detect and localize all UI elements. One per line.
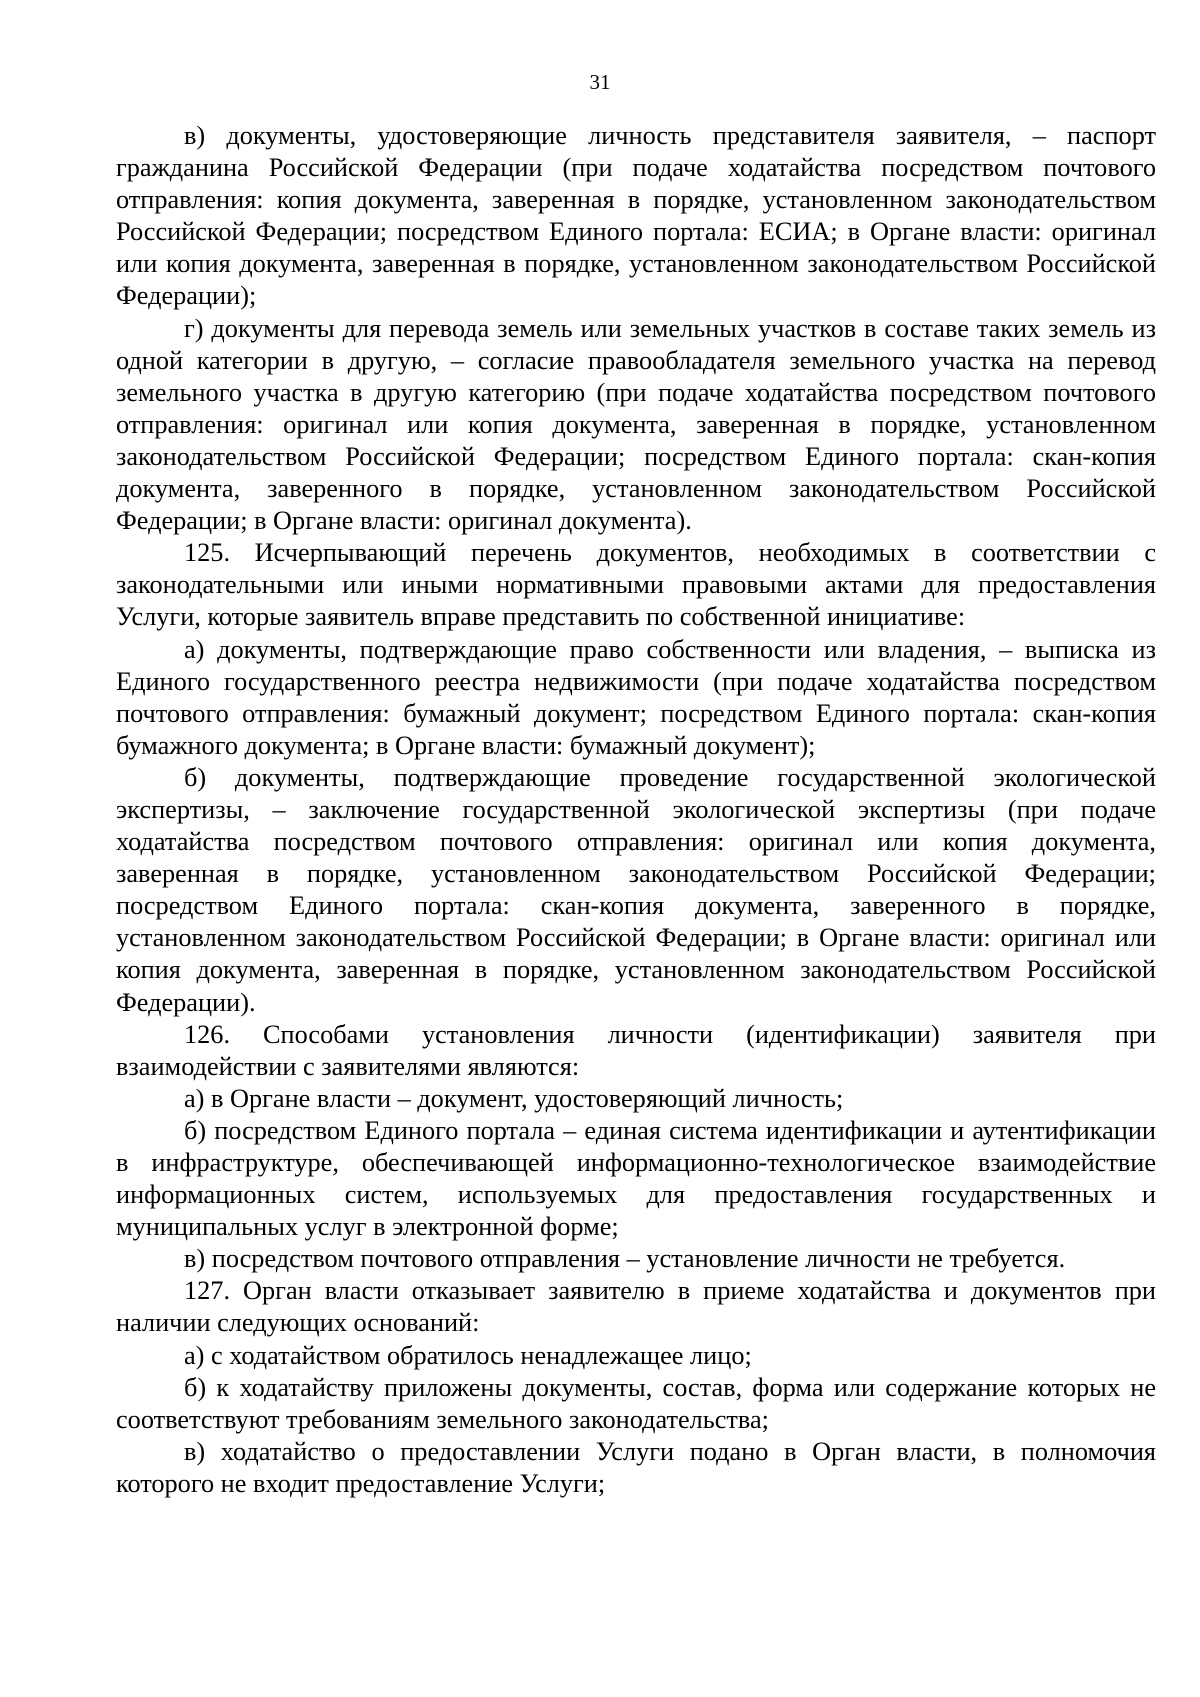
paragraph-127-refusal-grounds: 127. Орган власти отказывает заявителю в приеме ходатайства и документов при наличии следующих оснований:	[116, 1276, 1156, 1338]
paragraph-item-b-portal-identification: б) посредством Единого портала – единая система идентификации и аутентификации в инфраструктуре, обеспечивающей информационно-технологическое взаимодействие информационных систем, используемых для предоставления государственных и муниципальных услуг в электронной форме;	[116, 1115, 1156, 1242]
paragraph-item-a-authority-identification: а) в Органе власти – документ, удостоверяющий личность;	[184, 1083, 844, 1113]
document-body	[116, 120, 1156, 1500]
page-number: 31	[589, 70, 611, 94]
paragraph-item-v-wrong-authority: в) ходатайство о предоставлении Услуги подано в Орган власти, в полномочия которого не входит предоставление Услуги;	[116, 1436, 1156, 1498]
paragraph-item-b-noncompliant-documents: б) к ходатайству приложены документы, состав, форма или содержание которых не соответствуют требованиям земельного законодательства;	[116, 1372, 1156, 1434]
paragraph-126-identification-methods: 126. Способами установления личности (идентификации) заявителя при взаимодействии с заявителями являются:	[116, 1019, 1156, 1081]
paragraph-item-a-improper-person: а) с ходатайством обратилось ненадлежащее лицо;	[184, 1340, 752, 1370]
paragraph-item-b-ecological-expertise: б) документы, подтверждающие проведение государственной экологической экспертизы, – заключение государственной экологической экспертизы (при подаче ходатайства посредством почтового отправления: оригинал или копия документа, заверенная в порядке, установленном законодательством Российской Федерации; посредством Единого портала: скан-копия документа, заверенного в порядке, установленном законодательством Российской Федерации; в Органе власти: оригинал или копия документа, заверенная в порядке, установленном законодательством Российской Федерации).	[116, 762, 1156, 1017]
paragraph-item-v-representative-documents: в) документы, удостоверяющие личность представителя заявителя, – паспорт гражданина Российской Федерации (при подаче ходатайства посредством почтового отправления: копия документа, заверенная в порядке, установленном законодательством Российской Федерации; посредством Единого портала: ЕСИА; в Органе власти: оригинал или копия документа, заверенная в порядке, установленном законодательством Российской Федерации);	[116, 121, 1156, 311]
paragraph-125-optional-documents: 125. Исчерпывающий перечень документов, необходимых в соответствии с законодательными или иными нормативными правовыми актами для предоставления Услуги, которые заявитель вправе представить по собственной инициативе:	[116, 538, 1156, 632]
paragraph-item-a-ownership-documents: а) документы, подтверждающие право собственности или владения, – выписка из Единого государственного реестра недвижимости (при подаче ходатайства посредством почтового отправления: бумажный документ; посредством Единого портала: скан-копия бумажного документа; в Органе власти: бумажный документ);	[116, 634, 1156, 760]
paragraph-item-g-land-transfer-documents: г) документы для перевода земель или земельных участков в составе таких земель из одной категории в другую, – согласие правообладателя земельного участка на перевод земельного участка в другую категорию (при подаче ходатайства посредством почтового отправления: оригинал или копия документа, заверенная в порядке, установленном законодательством Российской Федерации; посредством Единого портала: скан-копия документа, заверенного в порядке, установленном законодательством Российской Федерации; в Органе власти: оригинал документа).	[116, 313, 1156, 536]
paragraph-item-v-postal-identification: в) посредством почтового отправления – установление личности не требуется.	[184, 1244, 1066, 1274]
